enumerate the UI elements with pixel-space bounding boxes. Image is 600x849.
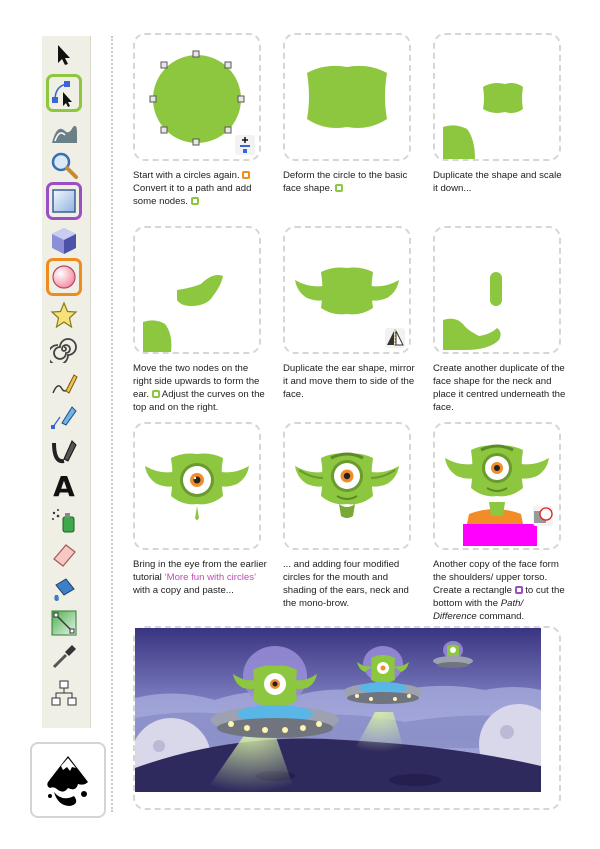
- star-tool-icon[interactable]: [46, 298, 82, 332]
- connector-tool-icon[interactable]: [46, 676, 82, 710]
- dropper-tool-icon[interactable]: [46, 640, 82, 674]
- rectangle-tool-marker-icon: [515, 586, 523, 594]
- node-editor-tool-icon[interactable]: [46, 74, 82, 112]
- final-illustration-card: [133, 626, 561, 810]
- step-caption-2: Deform the circle to the basic face shape.: [283, 170, 408, 194]
- spray-tool-icon[interactable]: [46, 504, 82, 538]
- step-caption-3: Duplicate the shape and scale it down...: [433, 170, 562, 194]
- step-caption-7: Bring in the eye from the earlier tutorial ‘More fun with circles’ with a copy and paste...: [133, 559, 267, 596]
- paint-bucket-tool-icon[interactable]: [46, 572, 82, 606]
- path-difference-icon: [533, 506, 553, 526]
- 3d-box-tool-icon[interactable]: [46, 224, 82, 258]
- rectangle-tool-icon[interactable]: [46, 182, 82, 220]
- node-tool-marker-icon: [152, 390, 160, 398]
- step-card-3: [433, 33, 561, 161]
- selector-tool-icon[interactable]: [46, 38, 82, 72]
- step-caption-9: Another copy of the face form the shoulders/ upper torso. Create a rectangle to cut the bottom with the Path/ Difference command.: [433, 559, 565, 622]
- inkscape-logo: [30, 742, 106, 818]
- eraser-tool-icon[interactable]: [46, 538, 82, 572]
- step-card-7: [133, 422, 261, 550]
- calligraphy-tool-icon[interactable]: [46, 434, 82, 468]
- circle-tool-icon[interactable]: [46, 258, 82, 296]
- step-card-2: [283, 33, 411, 161]
- step-caption-5: Duplicate the ear shape, mirror it and move them to side of the face.: [283, 363, 415, 400]
- tweak-tool-icon[interactable]: [46, 116, 82, 150]
- step-caption-8: ... and adding four modified circles for the mouth and shading of the ears, neck and the mono-brow.: [283, 559, 409, 609]
- step-caption-1: Start with a circles again. Convert it to a path and add some nodes.: [133, 170, 252, 207]
- step-card-6: [433, 226, 561, 354]
- column-divider: [111, 36, 113, 812]
- gradient-tool-icon[interactable]: [46, 606, 82, 640]
- step-card-8: [283, 422, 411, 550]
- mirror-icon: [385, 328, 405, 348]
- step-card-1: [133, 33, 261, 161]
- step-caption-4: Move the two nodes on the right side upwards to form the ear. Adjust the curves on the top and on the right.: [133, 363, 265, 413]
- step-card-5: [283, 226, 411, 354]
- text-tool-glyph: A: [53, 470, 75, 503]
- zoom-tool-icon[interactable]: [46, 148, 82, 182]
- node-tool-marker-icon: [191, 197, 199, 205]
- step-card-9: [433, 422, 561, 550]
- pen-tool-icon[interactable]: [46, 400, 82, 434]
- step-card-4: [133, 226, 261, 354]
- inkscape-toolbox: [42, 36, 91, 728]
- circle-tool-marker-icon: [242, 171, 250, 179]
- step-caption-6: Create another duplicate of the face shape for the neck and place it centred underneath the face.: [433, 363, 566, 413]
- spiral-tool-icon[interactable]: [46, 332, 82, 366]
- add-node-icon: [235, 135, 255, 155]
- node-tool-marker-icon: [335, 184, 343, 192]
- alien-ufo-scene: [135, 628, 541, 792]
- pencil-tool-icon[interactable]: [46, 366, 82, 400]
- text-tool-icon[interactable]: [46, 470, 82, 504]
- earlier-tutorial-link[interactable]: ‘More fun with circles’: [164, 572, 256, 583]
